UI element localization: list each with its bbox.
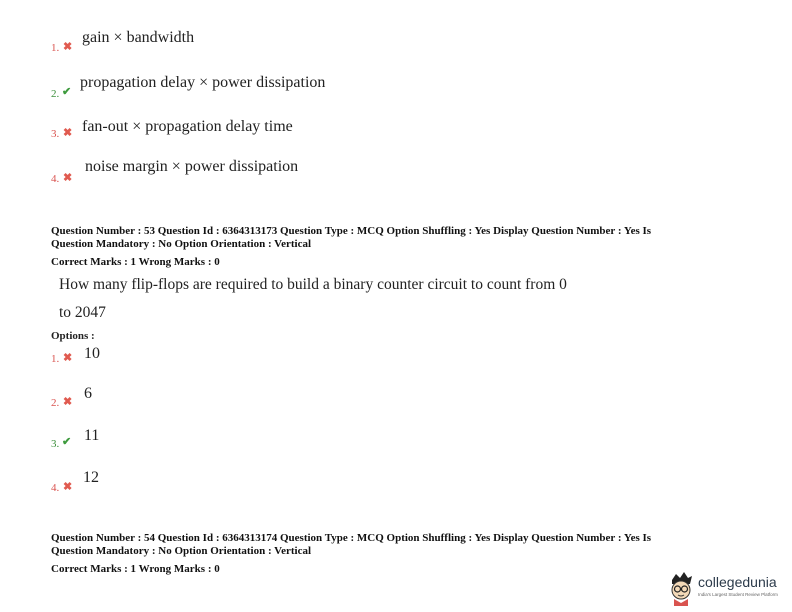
option-text: 11 (84, 427, 100, 444)
cross-icon: ✖ (63, 481, 73, 493)
q53-option (0, 343, 792, 373)
options-label: Options : (51, 330, 95, 342)
option-text: fan-out × propagation delay time (82, 118, 293, 135)
option-number: 2. (51, 397, 60, 409)
cross-icon: ✖ (63, 127, 73, 139)
option-text: 10 (84, 345, 100, 362)
option-number: 1. (51, 42, 60, 54)
check-icon: ✔ (62, 86, 72, 98)
option-number: 3. (51, 128, 60, 140)
cross-icon: ✖ (63, 352, 73, 364)
collegedunia-logo (666, 570, 786, 610)
cross-icon: ✖ (63, 396, 73, 408)
question-54-marks: Correct Marks : 1 Wrong Marks : 0 (51, 563, 220, 575)
q53-option (0, 426, 792, 456)
option-number: 2. (51, 88, 60, 100)
question-53-text-line1: How many flip-flops are required to build a binary counter circuit to count from 0 (59, 276, 567, 293)
student-mascot-icon (666, 570, 696, 606)
cross-icon: ✖ (63, 172, 73, 184)
question-53-text-line2: to 2047 (59, 304, 106, 321)
question-54-meta (51, 532, 751, 558)
question-53-meta (51, 225, 751, 251)
option-text: propagation delay × power dissipation (80, 74, 326, 91)
meta-line: Question Mandatory : No Option Orientation : Vertical (51, 545, 312, 557)
question-53-marks: Correct Marks : 1 Wrong Marks : 0 (51, 256, 220, 268)
meta-line: Question Number : 53 Question Id : 6364313173 Question Type : MCQ Option Shuffling : Yes Display Question Number : Yes Is (51, 225, 652, 237)
meta-line: Question Mandatory : No Option Orientation : Vertical (51, 238, 312, 250)
option-number: 4. (51, 482, 60, 494)
cross-icon: ✖ (63, 41, 73, 53)
option-number: 3. (51, 438, 60, 450)
option-number: 4. (51, 173, 60, 185)
option-text: noise margin × power dissipation (85, 158, 299, 175)
prev-option (0, 72, 792, 102)
brand-name: collegedunia (698, 574, 777, 590)
brand-tagline: India's Largest Student Review Platform (698, 592, 778, 597)
q53-option (0, 385, 792, 415)
option-text: 6 (84, 385, 92, 402)
check-icon: ✔ (62, 436, 72, 448)
option-text: gain × bandwidth (82, 29, 195, 46)
prev-option (0, 28, 792, 58)
prev-option (0, 157, 792, 187)
q53-option (0, 468, 792, 498)
option-text: 12 (83, 469, 99, 486)
meta-line: Question Number : 54 Question Id : 6364313174 Question Type : MCQ Option Shuffling : Yes Display Question Number : Yes Is (51, 532, 652, 544)
prev-option (0, 116, 792, 146)
option-number: 1. (51, 353, 60, 365)
